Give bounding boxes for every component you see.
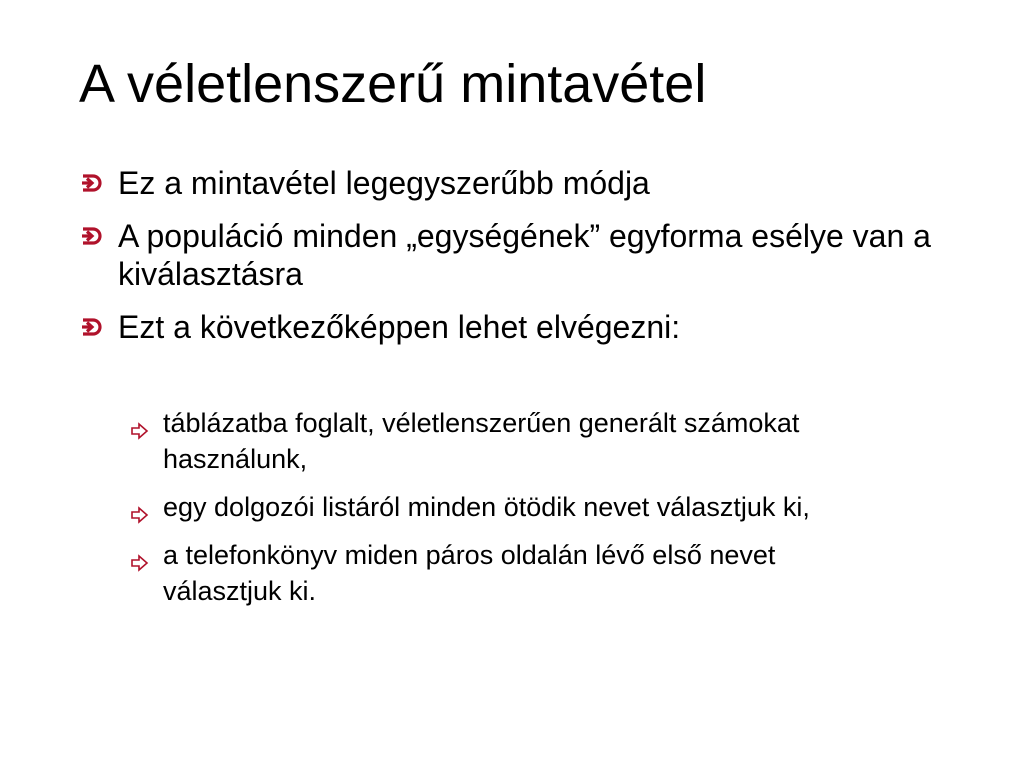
- sub-bullet-text: a telefonkönyv miden páros oldalán lévő első nevet választjuk ki.: [163, 540, 776, 606]
- sub-bullet-text: egy dolgozói listáról minden ötödik nevet választjuk ki,: [163, 492, 810, 522]
- bullet-item: [80, 217, 960, 293]
- bullet-list: [80, 164, 960, 361]
- sub-bullet-item: [130, 405, 890, 477]
- sub-bullet-text: táblázatba foglalt, véletlenszerűen generált számokat használunk,: [163, 408, 800, 474]
- bullet-text: Ez a mintavétel legegyszerűbb módja: [118, 165, 650, 201]
- bullet-text: A populáció minden „egységének” egyforma esélye van a kiválasztásra: [118, 218, 931, 292]
- outline-arrow-icon: [130, 498, 150, 518]
- sub-bullet-list: [130, 405, 890, 621]
- bullet-text: Ezt a következőképpen lehet elvégezni:: [118, 309, 681, 345]
- arrow-right-circle-icon: [80, 168, 102, 198]
- arrow-right-circle-icon: [80, 221, 102, 251]
- arrow-right-circle-icon: [80, 312, 102, 342]
- bullet-item: [80, 164, 960, 202]
- slide-title: A véletlenszerű mintavétel: [79, 54, 707, 114]
- sub-bullet-item: [130, 489, 890, 525]
- outline-arrow-icon: [130, 414, 150, 434]
- outline-arrow-icon: [130, 546, 150, 566]
- bullet-item: [80, 308, 960, 346]
- sub-bullet-item: [130, 537, 890, 609]
